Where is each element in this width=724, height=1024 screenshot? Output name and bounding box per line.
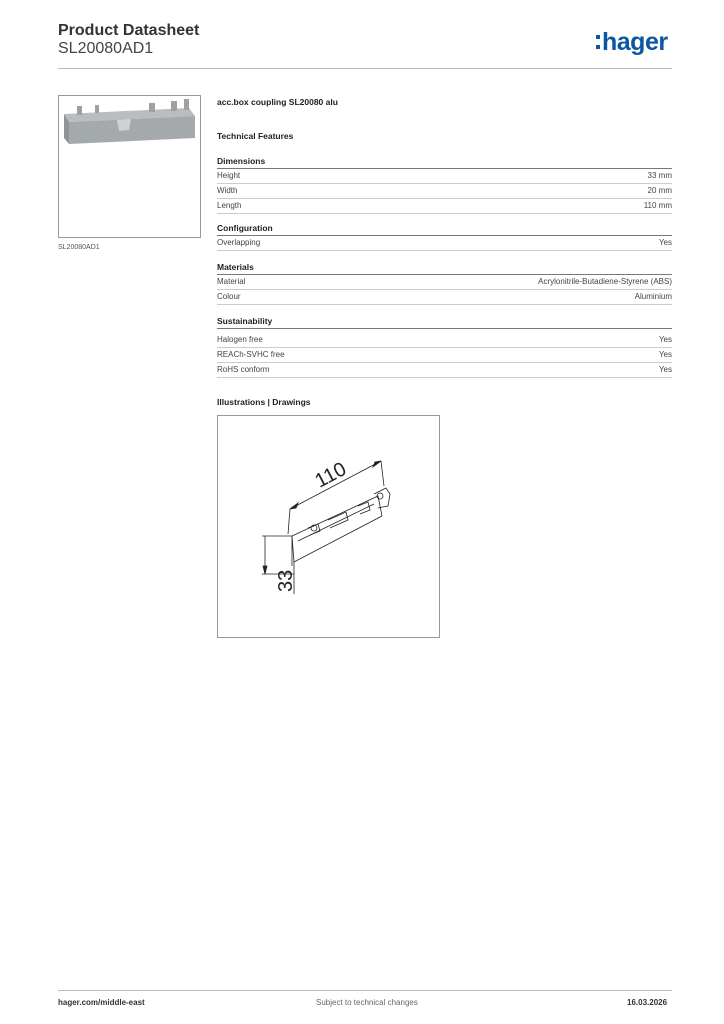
- row-label: Height: [217, 171, 241, 180]
- technical-features-heading: Technical Features: [217, 131, 294, 141]
- row-value: Yes: [658, 238, 672, 247]
- technical-drawing: [217, 415, 440, 638]
- row-label: RoHS conform: [217, 365, 270, 374]
- page-title: Product Datasheet: [58, 22, 200, 39]
- table-row: [217, 363, 672, 378]
- row-value: Aluminium: [634, 292, 672, 301]
- header-divider: [58, 68, 672, 69]
- table-row: [217, 333, 672, 348]
- section-dimensions: [217, 156, 672, 214]
- row-value: Acrylonitrile-Butadiene-Styrene (ABS): [538, 277, 672, 286]
- table-row: [217, 236, 672, 251]
- section-sustainability: [217, 316, 672, 378]
- table-row: [217, 348, 672, 363]
- dimension-label-length: 110: [311, 458, 351, 493]
- section-configuration: [217, 223, 672, 251]
- table-row: [217, 169, 672, 184]
- image-caption: SL20080AD1: [58, 244, 100, 251]
- section-materials: [217, 262, 672, 305]
- row-label: Length: [217, 201, 242, 210]
- footer-website: hager.com/middle-east: [58, 998, 145, 1007]
- section-title: Sustainability: [217, 316, 672, 329]
- row-value: Yes: [658, 365, 672, 374]
- row-label: Halogen free: [217, 335, 263, 344]
- logo-colon-icon: [596, 35, 600, 49]
- illustrations-heading: Illustrations | Drawings: [217, 397, 311, 407]
- row-value: Yes: [658, 335, 672, 344]
- product-image: [58, 95, 201, 238]
- row-value: 33 mm: [647, 171, 672, 180]
- row-label: Width: [217, 186, 238, 195]
- table-row: [217, 290, 672, 305]
- row-value: 20 mm: [647, 186, 672, 195]
- product-code: SL20080AD1: [58, 40, 154, 57]
- section-title: Configuration: [217, 223, 672, 236]
- product-name: acc.box coupling SL20080 alu: [217, 97, 338, 107]
- footer-notice: Subject to technical changes: [316, 998, 418, 1007]
- table-row: [217, 199, 672, 214]
- footer-date: 16.03.2026: [627, 998, 668, 1007]
- logo-text: hager: [602, 27, 668, 56]
- row-label: Overlapping: [217, 238, 261, 247]
- dimension-label-height: 33: [275, 569, 297, 592]
- section-title: Materials: [217, 262, 672, 275]
- row-label: Material: [217, 277, 246, 286]
- row-label: Colour: [217, 292, 241, 301]
- table-row: [217, 275, 672, 290]
- row-label: REACh-SVHC free: [217, 350, 285, 359]
- section-title: Dimensions: [217, 156, 672, 169]
- table-row: [217, 184, 672, 199]
- row-value: 110 mm: [643, 201, 672, 210]
- footer-divider: [58, 990, 672, 991]
- hager-logo: [596, 28, 668, 56]
- row-value: Yes: [658, 350, 672, 359]
